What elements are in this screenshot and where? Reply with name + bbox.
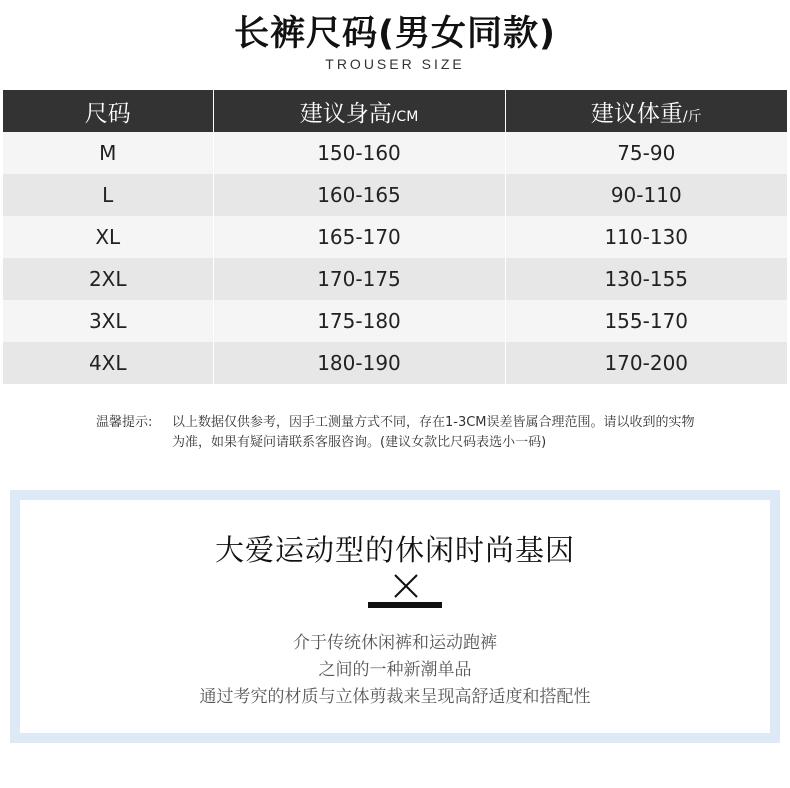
promo-frame: [10, 490, 780, 743]
cell-size: L: [3, 174, 213, 216]
cell-height: 175-180: [213, 300, 505, 342]
cell-weight: 130-155: [505, 258, 787, 300]
size-table: [3, 90, 787, 384]
page-title: 长裤尺码(男女同款): [234, 14, 556, 54]
column-header-weight: [505, 90, 787, 132]
table-row: [3, 300, 787, 342]
promo-line: 之间的一种新潮单品: [318, 660, 472, 680]
promo-line: 介于传统休闲裤和运动跑裤: [293, 633, 497, 653]
cell-height: 165-170: [213, 216, 505, 258]
divider-bar: [368, 602, 442, 608]
column-header-label: 建议体重: [590, 100, 683, 127]
cell-height: 180-190: [213, 342, 505, 384]
cell-size: 3XL: [3, 300, 213, 342]
column-header-label: 建议身高: [299, 100, 392, 127]
column-header-unit: /CM: [391, 108, 419, 125]
cross-icon: [392, 572, 420, 600]
cell-weight: 90-110: [505, 174, 787, 216]
table-row: [3, 342, 787, 384]
cell-weight: 170-200: [505, 342, 787, 384]
promo-line: 通过考究的材质与立体剪裁来呈现高舒适度和搭配性: [199, 687, 591, 707]
cell-size: XL: [3, 216, 213, 258]
column-header-label: 尺码: [84, 100, 131, 127]
column-header-unit: /斤: [682, 108, 702, 125]
cell-weight: 75-90: [505, 132, 787, 174]
warm-tip: [96, 413, 716, 453]
table-header-row: [3, 90, 787, 132]
column-header-size: [3, 90, 213, 132]
table-row: [3, 132, 787, 174]
tip-label: 温馨提示:: [96, 415, 153, 430]
cell-size: 2XL: [3, 258, 213, 300]
table-row: [3, 216, 787, 258]
cell-weight: 155-170: [505, 300, 787, 342]
cell-weight: 110-130: [505, 216, 787, 258]
promo-panel: [20, 500, 770, 733]
promo-description: [20, 630, 770, 711]
cell-height: 150-160: [213, 132, 505, 174]
cell-size: 4XL: [3, 342, 213, 384]
table-row: [3, 174, 787, 216]
cell-size: M: [3, 132, 213, 174]
cell-height: 170-175: [213, 258, 505, 300]
cell-height: 160-165: [213, 174, 505, 216]
column-header-height: [213, 90, 505, 132]
table-row: [3, 258, 787, 300]
promo-title: 大爱运动型的休闲时尚基因: [214, 533, 575, 567]
page-subtitle: TROUSER SIZE: [325, 56, 465, 72]
tip-text: 以上数据仅供参考，因手工测量方式不同，存在1-3CM误差皆属合理范围。请以收到的实物为准，如果有疑问请联系客服咨询。(建议女款比尺码表选小一码): [172, 415, 695, 450]
